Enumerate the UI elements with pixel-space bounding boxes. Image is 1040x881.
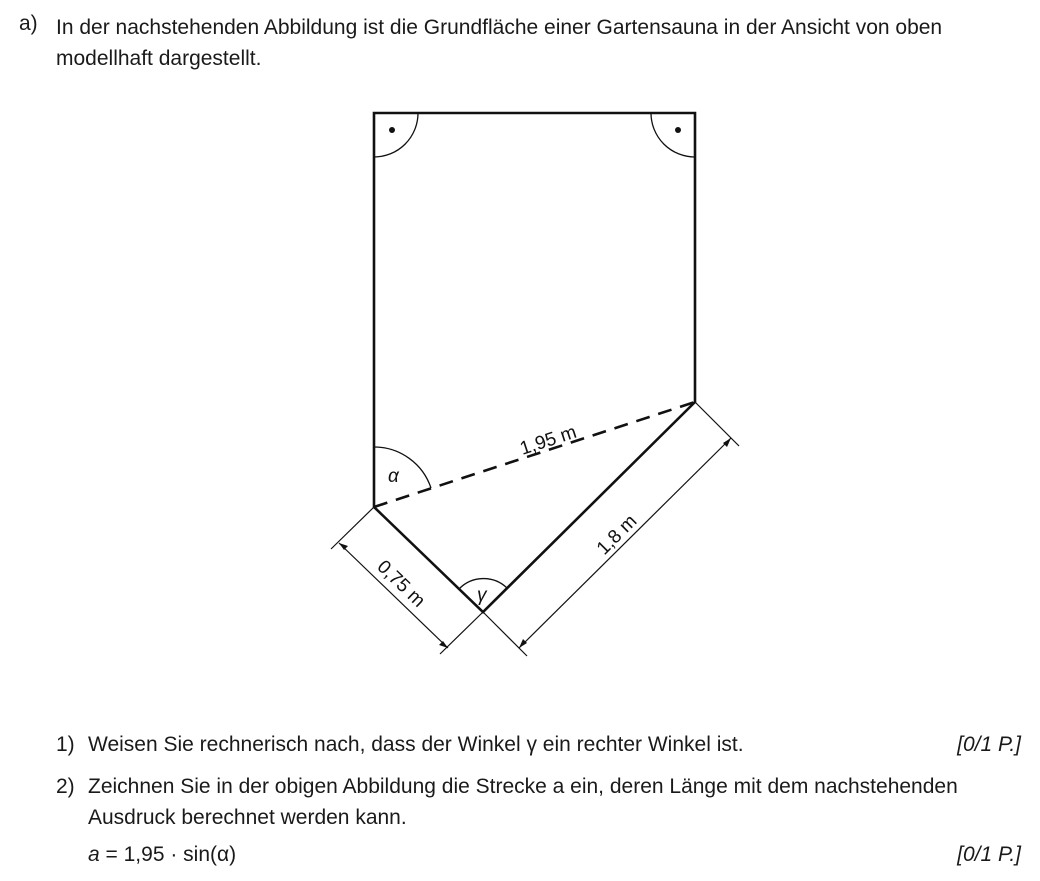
angle-gamma-label: γ xyxy=(477,585,487,606)
dimension-line-long xyxy=(519,438,731,648)
formula-rhs: = 1,95 · sin(α) xyxy=(105,843,237,866)
task-label: a) xyxy=(19,12,38,35)
question-2-text-line-1: Zeichnen Sie in der obigen Abbildung die Strecke a ein, deren Länge mit dem nachstehenden xyxy=(88,775,958,798)
right-angle-dot-top-left xyxy=(389,127,395,133)
question-2-text-line-2: Ausdruck berechnet werden kann. xyxy=(88,806,407,829)
sauna-outline xyxy=(374,113,695,612)
angle-alpha-arc xyxy=(374,447,431,488)
dimension-label-short: 0,75 m xyxy=(372,556,430,612)
dimension-label-long: 1,8 m xyxy=(592,510,642,560)
right-angle-arc-top-left xyxy=(374,113,418,157)
question-1 xyxy=(0,729,1040,760)
question-1-points: [0/1 P.] xyxy=(957,733,1021,756)
right-angle-arc-top-right xyxy=(651,113,695,157)
right-angle-dot-top-right xyxy=(675,127,681,133)
angle-alpha-label: α xyxy=(388,466,399,487)
question-2 xyxy=(0,771,1040,833)
task-intro: In der nachstehenden Abbildung ist die Grundfläche einer Gartensauna in der Ansicht von oben modellhaft dargestellt. xyxy=(56,16,943,70)
dimension-line-short xyxy=(339,543,448,648)
question-1-text: Weisen Sie rechnerisch nach, dass der Winkel γ ein rechter Winkel ist. xyxy=(88,733,744,756)
diagonal-label: 1,95 m xyxy=(517,421,580,460)
question-2-points: [0/1 P.] xyxy=(957,843,1021,866)
formula xyxy=(88,843,236,867)
formula-lhs: a xyxy=(88,843,100,866)
question-1-number: 1) xyxy=(56,733,75,756)
question-2-number: 2) xyxy=(56,775,75,798)
